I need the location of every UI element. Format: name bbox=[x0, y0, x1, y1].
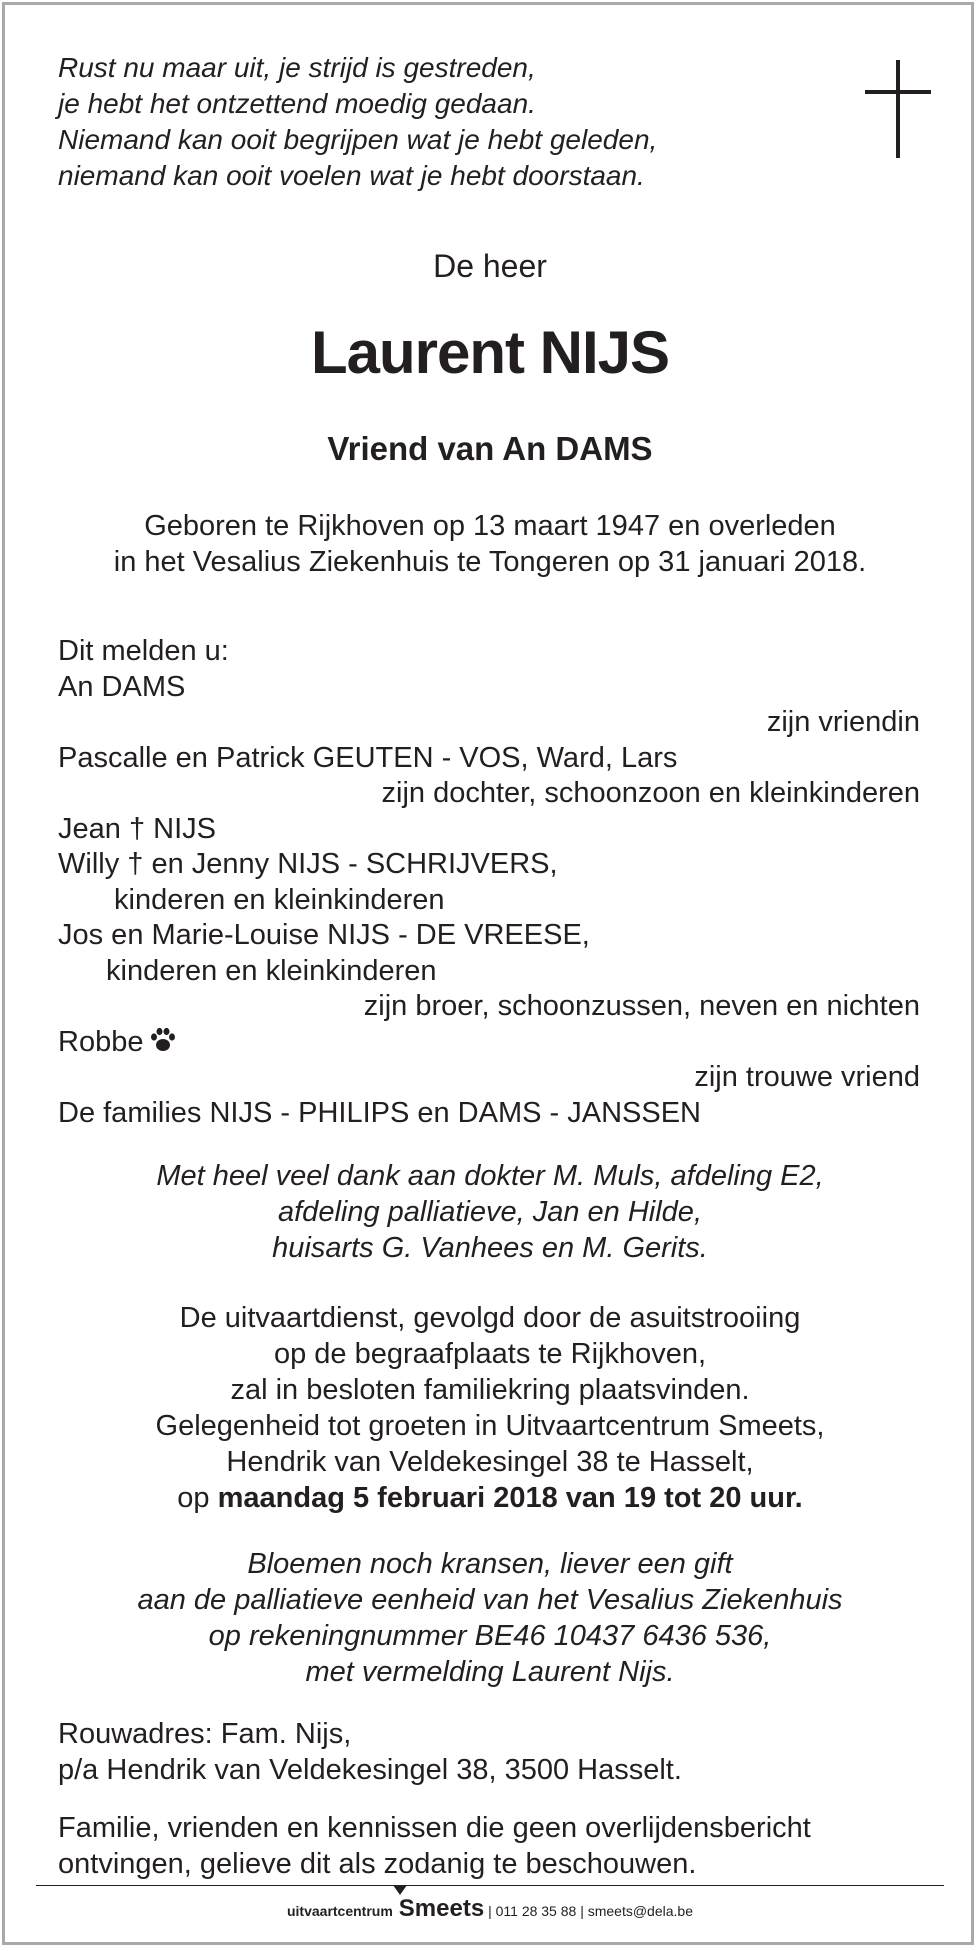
poem-line: Niemand kan ooit begrijpen wat je hebt geleden, bbox=[58, 124, 658, 155]
note-line: Familie, vrienden en kennissen die geen overlijdensbericht bbox=[58, 1812, 811, 1844]
address-line: Rouwadres: Fam. Nijs, bbox=[58, 1718, 352, 1750]
mourning-address bbox=[58, 1716, 682, 1788]
pet-name: Robbe bbox=[58, 1025, 144, 1058]
poem-line: niemand kan ooit voelen wat je hebt doorstaan. bbox=[58, 160, 645, 191]
family-member-sub: kinderen en kleinkinderen bbox=[106, 954, 437, 987]
family-member: An DAMS bbox=[58, 670, 186, 703]
death-line: in het Vesalius Ziekenhuis te Tongeren op 31 januari 2018. bbox=[113, 546, 867, 578]
donation-line: Bloemen noch kransen, liever een gift bbox=[247, 1548, 733, 1580]
service-line: op de begraafplaats te Rijkhoven, bbox=[273, 1338, 707, 1370]
service-line: Gelegenheid tot groeten in Uitvaartcentrum Smeets, bbox=[155, 1410, 825, 1442]
family-member: Jean † NIJS bbox=[58, 812, 216, 845]
service-date-prefix: op bbox=[177, 1482, 210, 1514]
service-date-bold: maandag 5 februari 2018 van 19 tot 20 uur. bbox=[217, 1482, 803, 1514]
family-relation: zijn trouwe vriend bbox=[694, 1061, 920, 1093]
address-line: p/a Hendrik van Veldekesingel 38, 3500 Hasselt. bbox=[58, 1754, 682, 1786]
footer bbox=[0, 1895, 980, 1923]
cross-icon bbox=[863, 60, 933, 160]
thanks-line: huisarts G. Vanhees en M. Gerits. bbox=[272, 1232, 708, 1264]
footer-brand: Smeets bbox=[398, 1895, 485, 1922]
honorific: De heer bbox=[433, 248, 547, 284]
poem bbox=[58, 50, 657, 194]
relation-line: Vriend van An DAMS bbox=[327, 430, 653, 467]
thanks-line: afdeling palliatieve, Jan en Hilde, bbox=[278, 1196, 702, 1228]
family-relation: zijn vriendin bbox=[766, 706, 920, 738]
paw-icon bbox=[149, 1026, 177, 1054]
thanks-line: Met heel veel dank aan dokter M. Muls, afdeling E2, bbox=[156, 1160, 824, 1192]
family-member: Jos en Marie-Louise NIJS - DE VREESE, bbox=[58, 919, 590, 951]
birth-line: Geboren te Rijkhoven op 13 maart 1947 en overleden bbox=[144, 510, 836, 542]
family-list bbox=[58, 634, 920, 1131]
funeral-service-info bbox=[0, 1300, 980, 1516]
divider-notch-icon bbox=[393, 1885, 407, 1895]
deceased-name: Laurent NIJS bbox=[310, 319, 670, 386]
note-line: ontvingen, gelieve dit als zodanig te beschouwen. bbox=[58, 1848, 697, 1880]
donation-line: op rekeningnummer BE46 10437 6436 536, bbox=[208, 1620, 772, 1652]
family-relation: zijn dochter, schoonzoon en kleinkinderen bbox=[381, 777, 920, 809]
donation-line: met vermelding Laurent Nijs. bbox=[305, 1656, 675, 1688]
footer-divider bbox=[36, 1885, 944, 1886]
footer-contact: | 011 28 35 88 | smeets@dela.be bbox=[488, 1903, 693, 1919]
service-line: Hendrik van Veldekesingel 38 te Hasselt, bbox=[226, 1446, 754, 1478]
birth-death-info bbox=[0, 508, 980, 580]
service-line: zal in besloten familiekring plaatsvinden. bbox=[230, 1374, 750, 1406]
poem-line: je hebt het ontzettend moedig gedaan. bbox=[58, 88, 536, 119]
closing-note bbox=[58, 1810, 811, 1882]
footer-prefix: uitvaartcentrum bbox=[286, 1903, 393, 1919]
family-member-sub: kinderen en kleinkinderen bbox=[114, 883, 445, 916]
family-member: Willy † en Jenny NIJS - SCHRIJVERS, bbox=[58, 848, 558, 880]
family-relation: zijn broer, schoonzussen, neven en nichten bbox=[363, 990, 920, 1022]
thanks-note bbox=[0, 1158, 980, 1266]
family-intro: Dit melden u: bbox=[58, 635, 229, 667]
family-member: Pascalle en Patrick GEUTEN - VOS, Ward, Lars bbox=[58, 741, 678, 774]
donation-line: aan de palliatieve eenheid van het Vesalius Ziekenhuis bbox=[137, 1584, 843, 1616]
family-member: De families NIJS - PHILIPS en DAMS - JANSSEN bbox=[58, 1096, 701, 1129]
service-line: De uitvaartdienst, gevolgd door de asuitstrooiing bbox=[179, 1302, 801, 1334]
poem-line: Rust nu maar uit, je strijd is gestreden, bbox=[58, 52, 536, 83]
donation-note bbox=[0, 1546, 980, 1690]
family-member-pet bbox=[58, 1025, 920, 1061]
service-date bbox=[0, 1480, 980, 1516]
